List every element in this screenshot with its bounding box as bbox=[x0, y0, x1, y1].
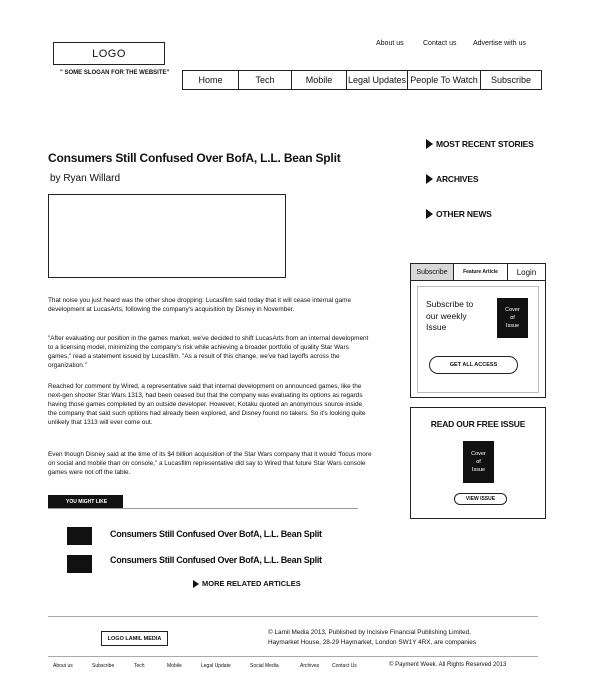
article-image-placeholder bbox=[48, 194, 286, 278]
nav-legal-updates[interactable]: Legal Updates bbox=[347, 71, 408, 89]
tab-login[interactable]: Login bbox=[508, 264, 545, 281]
related-thumbnail[interactable] bbox=[67, 527, 92, 545]
footer-link-subscribe[interactable]: Subscribe bbox=[92, 663, 115, 669]
more-related-label: MORE RELATED ARTICLES bbox=[202, 579, 301, 588]
sidebar-link-label: ARCHIVES bbox=[436, 174, 479, 184]
footer-link-archives[interactable]: Archives bbox=[300, 663, 320, 669]
site-logo[interactable]: LOGO bbox=[53, 42, 165, 65]
tab-subscribe[interactable]: Subscribe bbox=[411, 264, 454, 281]
more-related-articles-link[interactable] bbox=[193, 579, 301, 588]
sidebar-link-label: OTHER NEWS bbox=[436, 209, 492, 219]
cover-text: of bbox=[476, 459, 481, 465]
main-nav bbox=[182, 70, 542, 90]
free-issue-panel bbox=[410, 407, 546, 519]
cover-text: Issue bbox=[471, 467, 486, 473]
divider bbox=[48, 508, 358, 509]
nav-tech[interactable]: Tech bbox=[239, 71, 292, 89]
subscribe-panel bbox=[410, 263, 546, 398]
issue-cover[interactable] bbox=[497, 298, 528, 338]
footer-link-legal-update[interactable]: Legal Update bbox=[201, 663, 231, 669]
related-article-link[interactable]: Consumers Still Confused Over BofA, L.L. Bean Split bbox=[110, 555, 322, 565]
sidebar-link-other-news[interactable] bbox=[426, 209, 492, 219]
subscribe-panel-tabs bbox=[411, 264, 545, 281]
cover-text: Cover bbox=[471, 451, 486, 457]
you-might-like-tab: YOU MIGHT LIKE bbox=[48, 495, 123, 509]
cover-text: Cover bbox=[505, 307, 520, 313]
sidebar-link-archives[interactable] bbox=[426, 174, 478, 184]
play-arrow-icon bbox=[193, 580, 199, 588]
article-paragraph: "After evaluating our position in the games market, we've decided to shift LucasArts from an internal development to a licensing model, minimizing the company's risk while achieving a broader portfolio of quality Star Wars games," read a statement issued by Lucasfilm. "As a result of this change, we've had layoffs across the organization." bbox=[48, 335, 369, 370]
free-issue-title: READ OUR FREE ISSUE bbox=[430, 419, 526, 429]
article-paragraph: Reached for comment by Wired, a representative said that internal development on announced games, like the next-gen shooter Star Wars 1313, had been ceased but that the company was evaluating its options as regards having those games completed by an outside developer. However, Kotaku quoted an anonymous source inside the company that said such options had already been explored, and Disney found no takers. So it's looking quite unlikely that 1313 will ever come out. bbox=[48, 383, 366, 427]
article-paragraph: Even though Disney said at the time of its $4 billion acquisition of the Star Wars company that it would "focus more on social and mobile than on console," a Lucasfilm representative did say to Wired that future Star Wars console games were not off the table. bbox=[48, 451, 372, 477]
copyright-line: © Lamil Media 2013, Published by Incisive Financial Publishing Limited, bbox=[268, 629, 471, 636]
cover-text: of bbox=[510, 315, 515, 321]
play-arrow-icon bbox=[426, 139, 433, 149]
divider bbox=[48, 656, 538, 657]
footer-link-about[interactable]: About us bbox=[53, 663, 73, 669]
site-slogan: " SOME SLOGAN FOR THE WEBSITE" bbox=[60, 70, 170, 76]
subscribe-content bbox=[417, 286, 539, 393]
footer-link-social-media[interactable]: Social Media bbox=[250, 663, 279, 669]
footer-link-contact[interactable]: Contact Us bbox=[332, 663, 357, 669]
play-arrow-icon bbox=[426, 209, 433, 219]
top-link-advertise[interactable]: Advertise with us bbox=[473, 40, 526, 47]
play-arrow-icon bbox=[426, 174, 433, 184]
article-byline: by Ryan Willard bbox=[50, 173, 121, 184]
get-all-access-button[interactable]: GET ALL ACCESS bbox=[429, 356, 518, 374]
footer-logo[interactable]: LOGO LAMIL MEDIA bbox=[101, 631, 168, 646]
related-thumbnail[interactable] bbox=[67, 555, 92, 573]
subscribe-text: Subscribe to our weekly Issue bbox=[426, 299, 474, 332]
article-paragraph: That noise you just heard was the other shoe dropping: Lucasfilm said today that it will cease internal game development at LucasArts, following the company's acquisition by Disney in November. bbox=[48, 297, 352, 314]
top-link-contact[interactable]: Contact us bbox=[423, 40, 457, 47]
sidebar-link-label: MOST RECENT STORIES bbox=[436, 139, 534, 149]
footer-rights: © Payment Week. All Rights Reserved 2013 bbox=[389, 662, 507, 668]
footer-link-mobile[interactable]: Mobile bbox=[167, 663, 182, 669]
nav-subscribe[interactable]: Subscribe bbox=[490, 75, 532, 85]
nav-people-to-watch[interactable]: People To Watch bbox=[408, 71, 481, 89]
footer-link-tech[interactable]: Tech bbox=[134, 663, 145, 669]
tab-feature-article[interactable]: Feature Article bbox=[454, 264, 508, 281]
related-article-link[interactable]: Consumers Still Confused Over BofA, L.L. Bean Split bbox=[110, 529, 322, 539]
footer-copyright bbox=[268, 628, 538, 648]
cover-text: Issue bbox=[505, 323, 520, 329]
top-link-about[interactable]: About us bbox=[376, 40, 404, 47]
view-issue-button[interactable]: VIEW ISSUE bbox=[454, 493, 507, 505]
nav-home[interactable]: Home bbox=[183, 71, 239, 89]
divider bbox=[48, 616, 538, 617]
sidebar-link-most-recent[interactable] bbox=[426, 139, 534, 149]
article-title: Consumers Still Confused Over BofA, L.L. Bean Split bbox=[48, 151, 341, 165]
nav-mobile[interactable]: Mobile bbox=[292, 71, 347, 89]
copyright-line: Haymarket House, 28-29 Haymarket, London SW1Y 4RX, are companies bbox=[268, 639, 477, 646]
issue-cover[interactable] bbox=[463, 441, 494, 483]
you-might-like-header bbox=[48, 495, 358, 509]
